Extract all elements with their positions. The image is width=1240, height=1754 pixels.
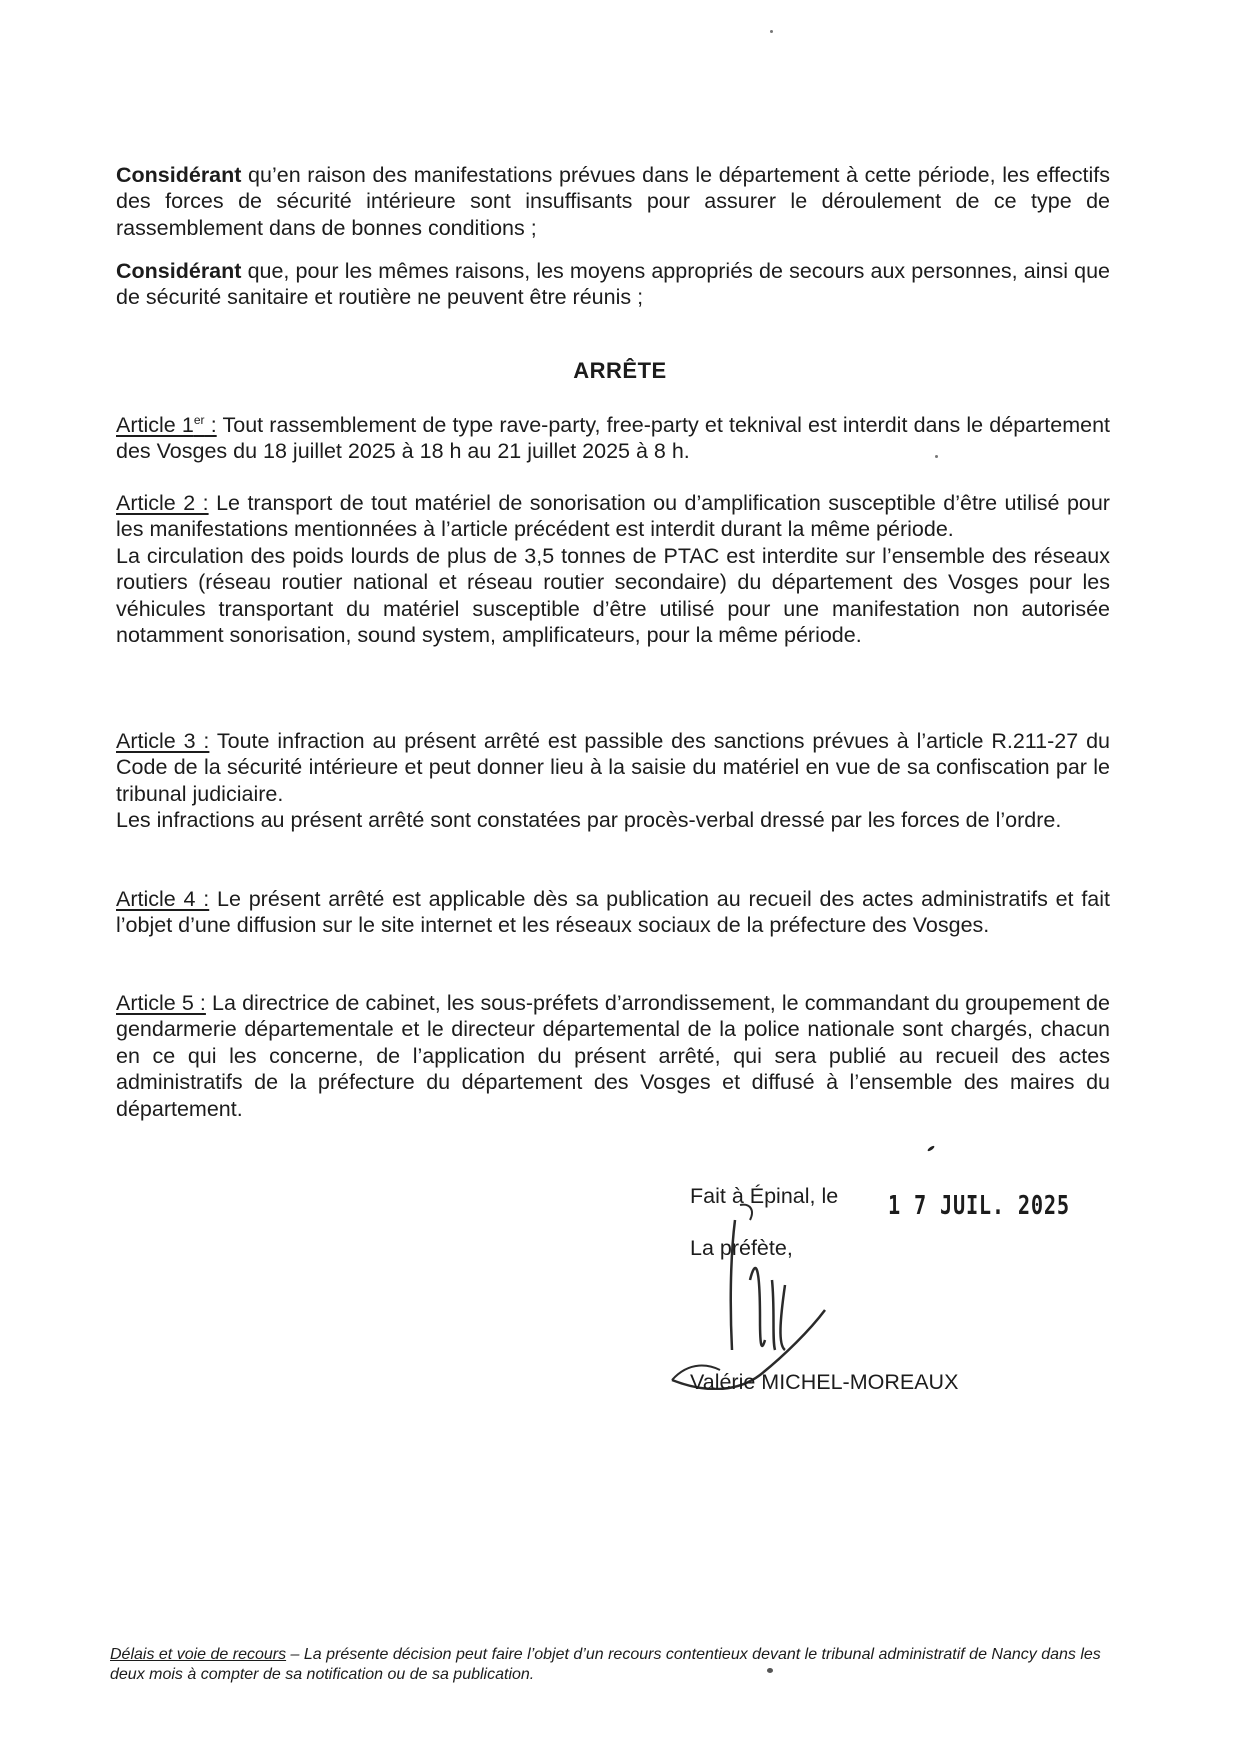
handwritten-signature <box>660 1200 860 1390</box>
article-text: Le transport de tout matériel de sonorisation ou d’amplification susceptible d’être utilisé pour les manifestations mentionnées à l’article précédent est interdit durant la même période. <box>116 491 1110 542</box>
appeal-notice <box>110 1645 1110 1685</box>
article-text: La circulation des poids lourds de plus de 3,5 tonnes de PTAC est interdite sur l’ensemble des réseaux routiers (réseau routier national et réseau routier secondaire) du département des Vosges pour les véhicules transportant du matériel susceptible d’être utilisé pour une manifestation non autorisée notamment sonorisation, sound system, amplificateurs, pour la même période. <box>116 543 1110 648</box>
article-2 <box>116 490 1110 648</box>
article-text: Toute infraction au présent arrêté est passible des sanctions prévues à l’article R.211-27 du Code de la sécurité intérieure et peut donner lieu à la saisie du matériel en vue de sa confiscation par le tribunal judiciaire. <box>116 729 1110 806</box>
article-label: Article 2 : <box>116 491 209 515</box>
article-1 <box>116 412 1110 465</box>
decision-title: ARRÊTE <box>573 358 667 383</box>
article-label: Article 1er : <box>116 412 217 437</box>
scan-speck <box>927 1145 935 1152</box>
considerant-text: que, pour les mêmes raisons, les moyens appropriés de secours aux personnes, ainsi que de sécurité sanitaire et routière ne peuvent être réunis ; <box>116 259 1110 310</box>
considerant-lead: Considérant <box>116 259 242 283</box>
signature-place: Fait à Épinal, le <box>690 1184 839 1208</box>
appeal-notice-text: – La présente décision peut faire l’objet d’un recours contentieux devant le tribunal administratif de Nancy dans les deux mois à compter de sa notification ou de sa publication. <box>110 1646 1101 1683</box>
article-text: Tout rassemblement de type rave-party, free-party et teknival est interdit dans le département des Vosges du 18 juillet 2025 à 18 h au 21 juillet 2025 à 8 h. <box>116 413 1111 464</box>
article-5 <box>116 990 1110 1122</box>
article-label: Article 5 : <box>116 991 206 1015</box>
date-stamp: 1 7 JUIL. 2025 <box>888 1191 1070 1221</box>
article-text: La directrice de cabinet, les sous-préfets d’arrondissement, le commandant du groupement de gendarmerie départementale et le directeur départemental de la police nationale sont chargés, chacun en ce qui les concerne, de l’application du présent arrêté, qui sera publié au recueil des actes administratifs de la préfecture du département des Vosges et diffusé à l’ensemble des maires du département. <box>116 991 1110 1121</box>
article-4 <box>116 886 1110 939</box>
considerant-paragraph-2 <box>116 258 1110 311</box>
signatory-name: Valérie MICHEL-MOREAUX <box>690 1370 959 1394</box>
article-3 <box>116 728 1110 834</box>
article-label: Article 4 : <box>116 887 210 911</box>
article-text: Le présent arrêté est applicable dès sa publication au recueil des actes administratifs et fait l’objet d’une diffusion sur le site internet et les réseaux sociaux de la préfecture des Vosges. <box>116 887 1110 938</box>
considerant-text: qu’en raison des manifestations prévues dans le département à cette période, les effectifs des forces de sécurité intérieure sont insuffisants pour assurer le déroulement de ce type de rassemblement dans de bonnes conditions ; <box>116 163 1110 240</box>
scan-speck <box>935 455 938 458</box>
article-text: Les infractions au présent arrêté sont constatées par procès-verbal dressé par les forces de l’ordre. <box>116 808 1062 833</box>
article-label: Article 3 : <box>116 729 210 753</box>
considerant-paragraph-1 <box>116 162 1110 241</box>
signature-role: La préfète, <box>690 1236 793 1260</box>
considerant-lead: Considérant <box>116 163 242 187</box>
scan-speck <box>770 30 773 33</box>
scan-speck <box>767 1668 773 1673</box>
appeal-notice-label: Délais et voie de recours <box>110 1646 287 1663</box>
